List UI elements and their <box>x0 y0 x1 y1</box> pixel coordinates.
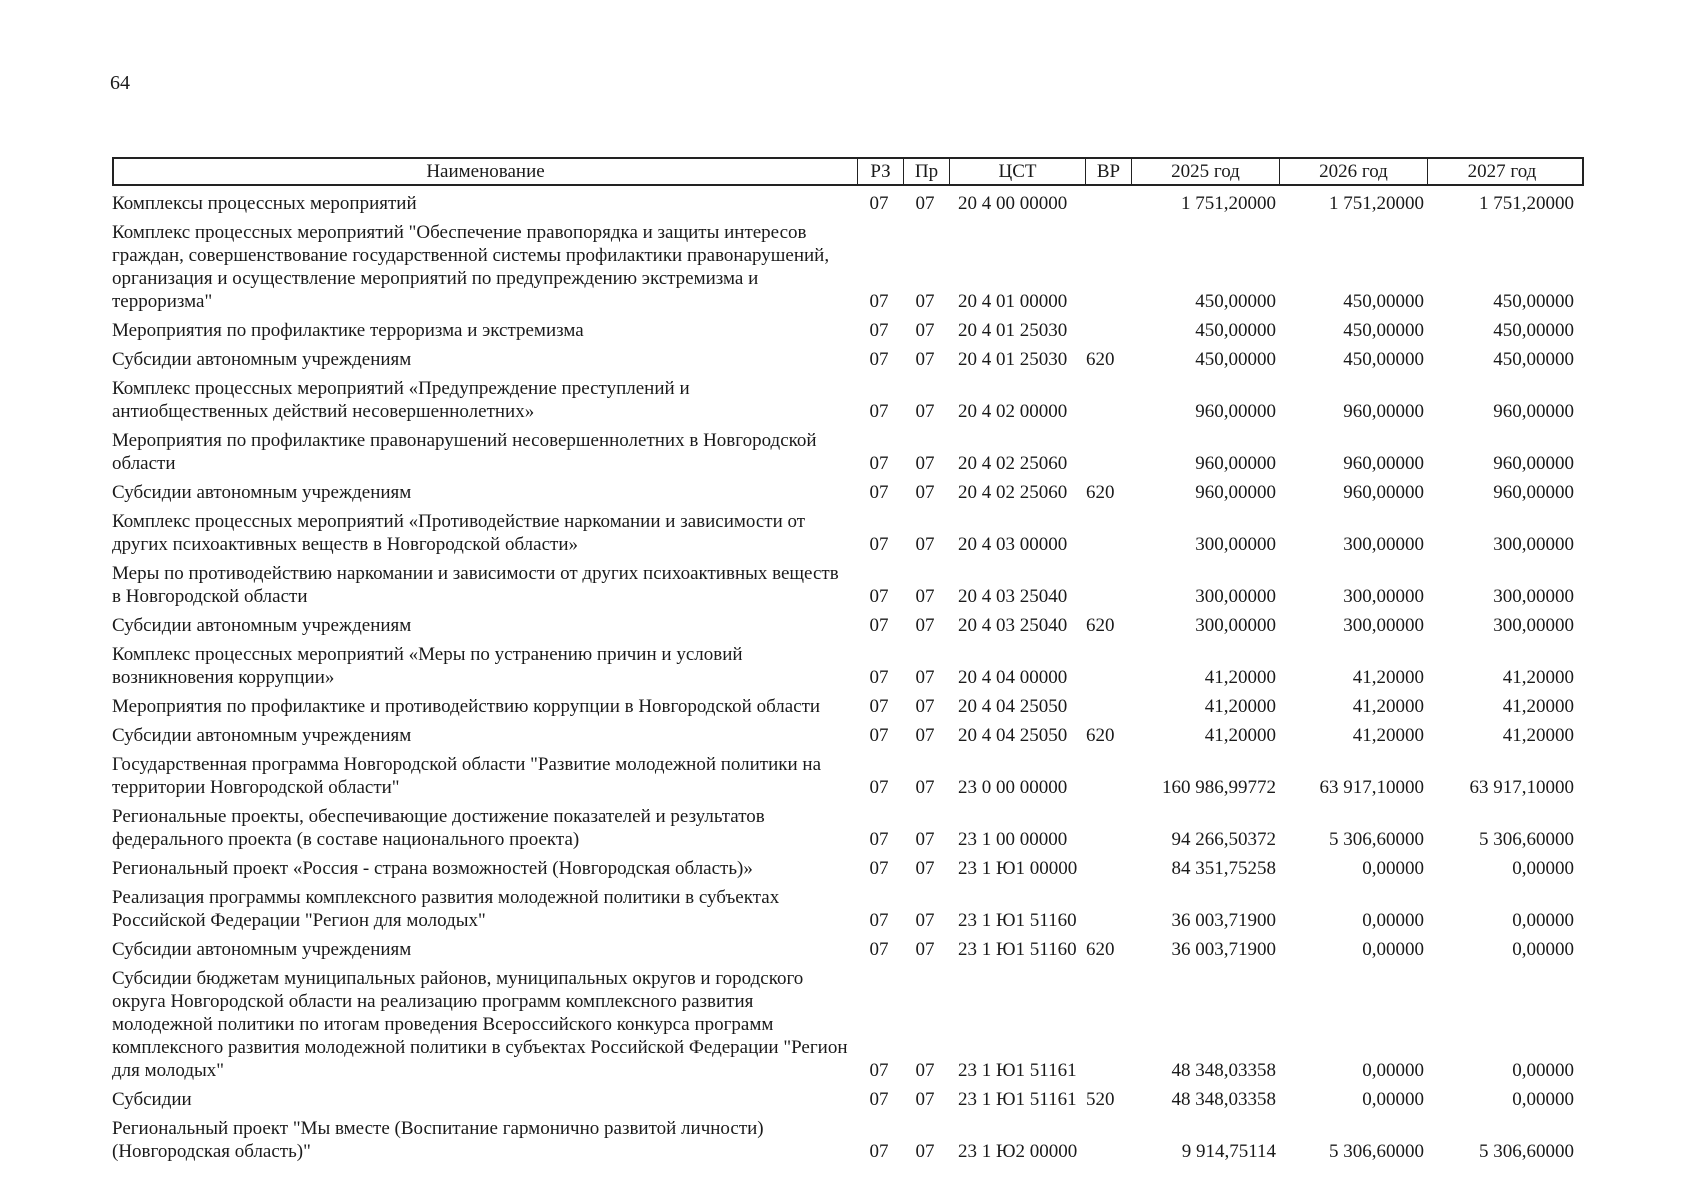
table-row <box>112 886 1584 932</box>
row-rz: 07 <box>869 349 889 370</box>
table-row <box>112 510 1584 556</box>
row-amount-2027: 1 751,20000 <box>1479 193 1574 214</box>
row-amount-2025: 41,20000 <box>1204 667 1276 688</box>
row-cst: 20 4 02 25060 <box>958 482 1068 503</box>
row-pr: 07 <box>915 1060 935 1081</box>
row-amount-2026: 450,00000 <box>1343 320 1424 341</box>
row-amount-2027: 41,20000 <box>1502 667 1574 688</box>
row-amount-2027: 450,00000 <box>1493 349 1574 370</box>
row-amount-2027: 960,00000 <box>1493 453 1574 474</box>
table-row <box>112 429 1584 475</box>
row-amount-2025: 94 266,50372 <box>1171 829 1276 850</box>
row-amount-2025: 450,00000 <box>1195 320 1276 341</box>
row-rz: 07 <box>869 453 889 474</box>
row-amount-2026: 450,00000 <box>1343 349 1424 370</box>
row-amount-2025: 450,00000 <box>1195 349 1276 370</box>
table-row <box>112 481 1584 504</box>
table-row <box>112 1088 1584 1111</box>
table-row <box>112 753 1584 799</box>
page-number: 64 <box>110 72 130 94</box>
row-rz: 07 <box>869 401 889 422</box>
row-cst: 20 4 04 25050 <box>958 725 1068 746</box>
row-amount-2027: 300,00000 <box>1493 615 1574 636</box>
row-amount-2027: 41,20000 <box>1502 725 1574 746</box>
row-cst: 23 1 Ю2 00000 <box>958 1141 1078 1162</box>
row-rz: 07 <box>869 696 889 717</box>
row-amount-2025: 960,00000 <box>1195 401 1276 422</box>
row-amount-2027: 300,00000 <box>1493 534 1574 555</box>
row-amount-2026: 63 917,10000 <box>1319 777 1424 798</box>
row-cst: 20 4 00 00000 <box>958 193 1068 214</box>
row-name: Комплекс процессных мероприятий «Меры по устранению причин и условий возникновения коррупции» <box>112 644 743 688</box>
row-rz: 07 <box>869 939 889 960</box>
row-name: Мероприятия по профилактике правонарушений несовершеннолетних в Новгородской области <box>112 430 817 474</box>
row-pr: 07 <box>915 349 935 370</box>
row-amount-2027: 5 306,60000 <box>1479 1141 1574 1162</box>
row-rz: 07 <box>869 291 889 312</box>
row-name: Субсидии автономным учреждениям <box>112 939 412 960</box>
row-cst: 20 4 03 00000 <box>958 534 1068 555</box>
row-amount-2025: 450,00000 <box>1195 291 1276 312</box>
row-amount-2025: 9 914,75114 <box>1181 1141 1276 1162</box>
row-amount-2026: 960,00000 <box>1343 482 1424 503</box>
row-pr: 07 <box>915 482 935 503</box>
row-amount-2026: 960,00000 <box>1343 453 1424 474</box>
row-amount-2026: 0,00000 <box>1362 1060 1424 1081</box>
row-cst: 23 1 Ю1 51161 <box>958 1060 1077 1081</box>
row-cst: 20 4 01 00000 <box>958 291 1068 312</box>
row-cst: 20 4 04 25050 <box>958 696 1068 717</box>
table-row <box>112 562 1584 608</box>
row-pr: 07 <box>915 1141 935 1162</box>
row-name: Меры по противодействию наркомании и зависимости от других психоактивных веществ в Новгородской области <box>112 563 839 607</box>
row-amount-2027: 63 917,10000 <box>1469 777 1574 798</box>
row-cst: 23 1 Ю1 51161 <box>958 1089 1077 1110</box>
row-pr: 07 <box>915 615 935 636</box>
row-pr: 07 <box>915 534 935 555</box>
row-cst: 23 1 Ю1 00000 <box>958 858 1078 879</box>
row-rz: 07 <box>869 1089 889 1110</box>
row-name: Комплекс процессных мероприятий «Предупреждение преступлений и антиобщественных действий несовершеннолетних» <box>112 378 690 422</box>
row-rz: 07 <box>869 777 889 798</box>
row-cst: 20 4 02 25060 <box>958 453 1068 474</box>
row-name: Мероприятия по профилактике и противодействию коррупции в Новгородской области <box>112 696 821 717</box>
row-amount-2026: 0,00000 <box>1362 858 1424 879</box>
table-row <box>112 377 1584 423</box>
table-row <box>112 857 1584 880</box>
table-header <box>112 157 1584 186</box>
table-row <box>112 695 1584 718</box>
row-pr: 07 <box>915 291 935 312</box>
row-cst: 20 4 04 00000 <box>958 667 1068 688</box>
row-name: Государственная программа Новгородской области "Развитие молодежной политики на территории Новгородской области" <box>112 754 822 798</box>
row-amount-2025: 36 003,71900 <box>1171 910 1276 931</box>
header-year-2027: 2027 год <box>1467 160 1537 182</box>
row-amount-2026: 41,20000 <box>1352 667 1424 688</box>
header-vr: ВР <box>1086 159 1132 184</box>
row-amount-2025: 48 348,03358 <box>1171 1060 1276 1081</box>
row-amount-2025: 41,20000 <box>1204 725 1276 746</box>
row-rz: 07 <box>869 482 889 503</box>
row-amount-2027: 0,00000 <box>1512 1089 1574 1110</box>
row-pr: 07 <box>915 320 935 341</box>
row-amount-2027: 450,00000 <box>1493 320 1574 341</box>
row-pr: 07 <box>915 586 935 607</box>
row-name: Субсидии бюджетам муниципальных районов, муниципальных округов и городского округа Новгородской области на реализацию программ комплексного развития молодежной политики по итогам проведения Всероссийского конкурса программ комплексного развития молодежной политики в субъектах Российской Федерации "Регион для молодых" <box>112 968 848 1081</box>
row-amount-2027: 41,20000 <box>1502 696 1574 717</box>
table-row <box>112 643 1584 689</box>
table-row <box>112 967 1584 1082</box>
table-row <box>112 1117 1584 1163</box>
header-year-2025: 2025 год <box>1132 159 1280 184</box>
row-name: Субсидии автономным учреждениям <box>112 349 412 370</box>
row-name: Субсидии автономным учреждениям <box>112 725 412 746</box>
row-name: Субсидии автономным учреждениям <box>112 615 412 636</box>
row-rz: 07 <box>869 534 889 555</box>
row-name: Реализация программы комплексного развития молодежной политики в субъектах Российской Федерации "Регион для молодых" <box>112 887 780 931</box>
row-vr: 620 <box>1086 615 1115 636</box>
table-row <box>112 348 1584 371</box>
row-cst: 20 4 01 25030 <box>958 349 1068 370</box>
row-amount-2025: 1 751,20000 <box>1181 193 1276 214</box>
row-pr: 07 <box>915 401 935 422</box>
row-amount-2027: 0,00000 <box>1512 910 1574 931</box>
table-row <box>112 221 1584 313</box>
table-row <box>112 938 1584 961</box>
row-vr: 620 <box>1086 482 1115 503</box>
row-amount-2026: 5 306,60000 <box>1329 1141 1424 1162</box>
row-amount-2027: 0,00000 <box>1512 858 1574 879</box>
row-amount-2026: 300,00000 <box>1343 534 1424 555</box>
row-rz: 07 <box>869 858 889 879</box>
row-amount-2027: 5 306,60000 <box>1479 829 1574 850</box>
row-cst: 23 1 00 00000 <box>958 829 1068 850</box>
row-vr: 520 <box>1086 1089 1115 1110</box>
table-row <box>112 319 1584 342</box>
header-cst: ЦСТ <box>950 159 1086 184</box>
header-pr: Пр <box>904 159 950 184</box>
row-rz: 07 <box>869 320 889 341</box>
header-rz: РЗ <box>858 159 904 184</box>
row-amount-2026: 0,00000 <box>1362 910 1424 931</box>
row-amount-2027: 0,00000 <box>1512 1060 1574 1081</box>
row-amount-2026: 0,00000 <box>1362 1089 1424 1110</box>
row-amount-2027: 300,00000 <box>1493 586 1574 607</box>
row-pr: 07 <box>915 829 935 850</box>
row-cst: 23 1 Ю1 51160 <box>958 910 1077 931</box>
table-body <box>112 192 1584 1169</box>
row-pr: 07 <box>915 696 935 717</box>
row-name: Региональный проект "Мы вместе (Воспитание гармонично развитой личности) (Новгородская область)" <box>112 1118 764 1162</box>
row-rz: 07 <box>869 1060 889 1081</box>
table-row <box>112 192 1584 215</box>
row-pr: 07 <box>915 858 935 879</box>
row-rz: 07 <box>869 193 889 214</box>
row-rz: 07 <box>869 829 889 850</box>
row-rz: 07 <box>869 910 889 931</box>
row-amount-2025: 960,00000 <box>1195 453 1276 474</box>
row-name: Региональный проект «Россия - страна возможностей (Новгородская область)» <box>112 858 753 879</box>
row-pr: 07 <box>915 1089 935 1110</box>
row-cst: 20 4 02 00000 <box>958 401 1068 422</box>
row-amount-2025: 41,20000 <box>1204 696 1276 717</box>
row-rz: 07 <box>869 725 889 746</box>
row-amount-2025: 36 003,71900 <box>1171 939 1276 960</box>
row-amount-2027: 450,00000 <box>1493 291 1574 312</box>
row-amount-2025: 960,00000 <box>1195 482 1276 503</box>
row-amount-2025: 300,00000 <box>1195 586 1276 607</box>
row-name: Субсидии автономным учреждениям <box>112 482 412 503</box>
table-row <box>112 805 1584 851</box>
row-pr: 07 <box>915 453 935 474</box>
row-name: Субсидии <box>112 1089 192 1110</box>
row-name: Региональные проекты, обеспечивающие достижение показателей и результатов федерального проекта (в составе национального проекта) <box>112 806 765 850</box>
row-amount-2026: 450,00000 <box>1343 291 1424 312</box>
row-amount-2025: 84 351,75258 <box>1171 858 1276 879</box>
row-rz: 07 <box>869 615 889 636</box>
row-amount-2026: 0,00000 <box>1362 939 1424 960</box>
header-year-2026: 2026 год <box>1280 159 1428 184</box>
row-name: Комплексы процессных мероприятий <box>112 193 417 214</box>
row-cst: 23 0 00 00000 <box>958 777 1068 798</box>
row-amount-2026: 41,20000 <box>1352 696 1424 717</box>
row-amount-2026: 1 751,20000 <box>1329 193 1424 214</box>
header-name: Наименование <box>114 159 858 184</box>
row-amount-2026: 41,20000 <box>1352 725 1424 746</box>
row-amount-2027: 960,00000 <box>1493 482 1574 503</box>
row-vr: 620 <box>1086 349 1115 370</box>
row-amount-2026: 300,00000 <box>1343 615 1424 636</box>
row-rz: 07 <box>869 586 889 607</box>
row-amount-2027: 0,00000 <box>1512 939 1574 960</box>
row-vr: 620 <box>1086 725 1115 746</box>
row-pr: 07 <box>915 193 935 214</box>
row-vr: 620 <box>1086 939 1115 960</box>
row-amount-2025: 300,00000 <box>1195 534 1276 555</box>
row-cst: 23 1 Ю1 51160 <box>958 939 1077 960</box>
row-pr: 07 <box>915 910 935 931</box>
row-cst: 20 4 01 25030 <box>958 320 1068 341</box>
row-amount-2026: 300,00000 <box>1343 586 1424 607</box>
row-amount-2026: 960,00000 <box>1343 401 1424 422</box>
row-amount-2025: 48 348,03358 <box>1171 1089 1276 1110</box>
row-amount-2025: 160 986,99772 <box>1162 777 1276 798</box>
row-amount-2027: 960,00000 <box>1493 401 1574 422</box>
row-cst: 20 4 03 25040 <box>958 586 1068 607</box>
row-name: Комплекс процессных мероприятий «Противодействие наркомании и зависимости от других психоактивных веществ в Новгородской области» <box>112 511 806 555</box>
table-row <box>112 724 1584 747</box>
row-name: Мероприятия по профилактике терроризма и экстремизма <box>112 320 584 341</box>
row-pr: 07 <box>915 667 935 688</box>
row-amount-2025: 300,00000 <box>1195 615 1276 636</box>
row-amount-2026: 5 306,60000 <box>1329 829 1424 850</box>
row-name: Комплекс процессных мероприятий "Обеспечение правопорядка и защиты интересов граждан, совершенствование государственной системы профилактики правонарушений, организация и осуществление мероприятий по предупреждению экстремизма и терроризма" <box>112 222 830 312</box>
row-pr: 07 <box>915 777 935 798</box>
row-pr: 07 <box>915 725 935 746</box>
table-row <box>112 614 1584 637</box>
row-rz: 07 <box>869 1141 889 1162</box>
row-rz: 07 <box>869 667 889 688</box>
row-cst: 20 4 03 25040 <box>958 615 1068 636</box>
row-pr: 07 <box>915 939 935 960</box>
